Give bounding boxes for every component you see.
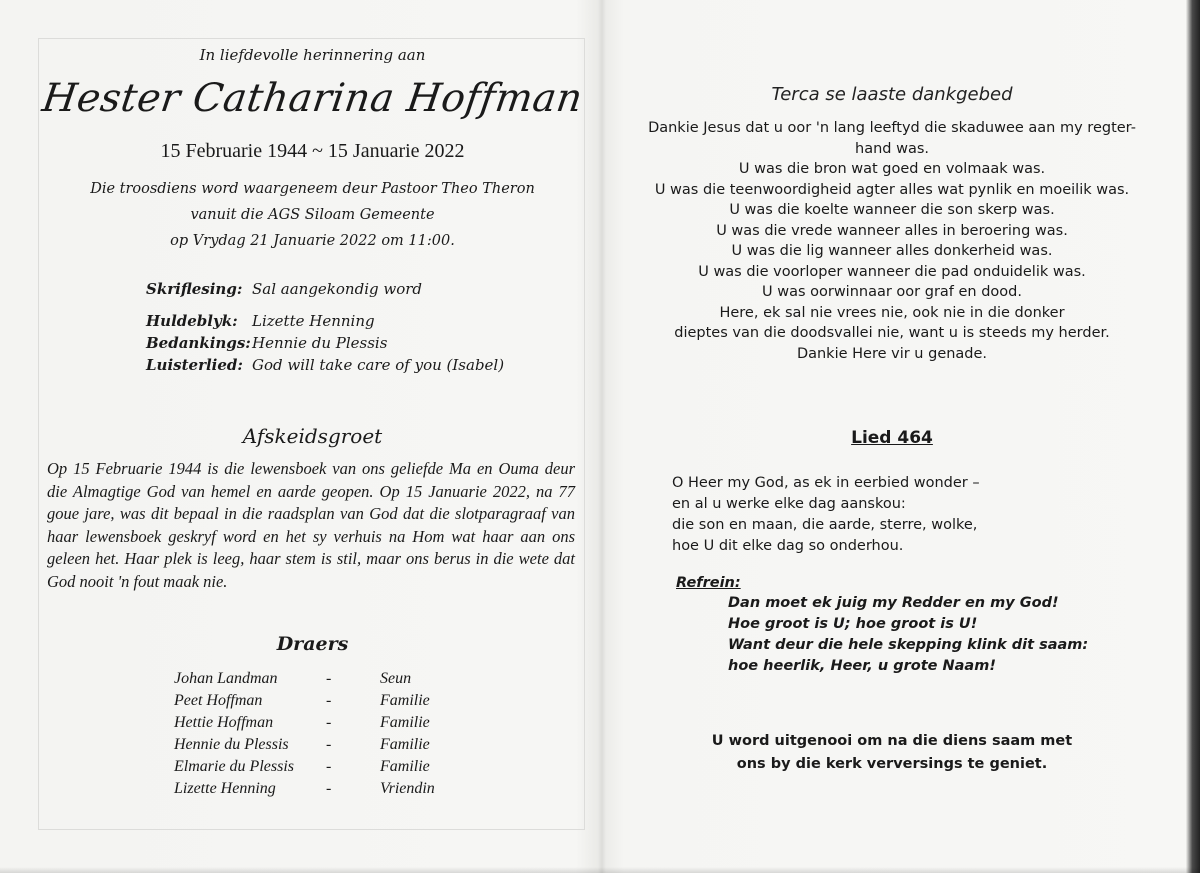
refrain-label: Refrein: — [676, 575, 741, 591]
prayer-line: U was oorwinnaar oor graf en dood. — [761, 284, 1022, 300]
role-label: Bedankings: — [146, 334, 251, 352]
pallbearer-relation: Vriendin — [380, 780, 435, 797]
role-value: Sal aangekondig word — [252, 280, 423, 298]
pallbearer-dash: - — [326, 670, 332, 687]
pallbearer-relation: Familie — [380, 736, 430, 753]
role-label: Skriflesing: — [146, 280, 243, 298]
role-label: Luisterlied: — [146, 356, 243, 374]
role-value: God will take care of you (Isabel) — [252, 356, 505, 374]
scan-edge — [1186, 0, 1200, 873]
farewell-heading: Afskeidsgroet — [242, 424, 383, 448]
pallbearers-heading: Draers — [276, 633, 349, 655]
pallbearer-relation: Seun — [380, 670, 412, 687]
verse-line: hoe U dit elke dag so onderhou. — [672, 538, 904, 554]
verse-line: en al u werke elke dag aanskou: — [672, 496, 906, 512]
role-label: Huldeblyk: — [146, 312, 238, 330]
service-line: op Vrydag 21 Januarie 2022 om 11:00. — [170, 233, 455, 249]
prayer-line: Here, ek sal nie vrees nie, ook nie in die donker — [719, 304, 1065, 321]
pallbearer-relation: Familie — [380, 714, 430, 731]
hymn-heading — [612, 428, 1172, 448]
pallbearer-dash: - — [326, 736, 332, 753]
role-value: Hennie du Plessis — [252, 334, 388, 352]
prayer-line: U was die vrede wanneer alles in beroering was. — [716, 222, 1068, 239]
pallbearer-name: Hennie du Plessis — [174, 736, 289, 753]
pallbearer-dash: - — [326, 758, 332, 775]
refrain-line: Want deur die hele skepping klink dit saam: — [728, 637, 1089, 653]
pallbearer-relation: Familie — [380, 692, 430, 709]
life-dates: 15 Februarie 1944 ~ 15 Januarie 2022 — [160, 140, 465, 162]
center-fold — [598, 0, 606, 873]
prayer-line: U was die koelte wanneer die son skerp was. — [729, 202, 1055, 218]
prayer-line: dieptes van die doodsvallei nie, want u is steeds my herder. — [674, 325, 1110, 341]
pallbearer-row — [174, 692, 474, 714]
invite-line: U word uitgenooi om na die diens saam met — [711, 733, 1073, 749]
pallbearer-name: Johan Landman — [174, 670, 278, 687]
pallbearer-name: Hettie Hoffman — [174, 714, 274, 731]
refreshments-invitation — [612, 730, 1172, 776]
farewell-paragraph: Op 15 Februarie 1944 is die lewensboek van ons geliefde Ma en Ouma deur die Almagtige God van hemel en aarde geopen. Op 15 Januarie 2022, na 77 goue jare, was dit bepaal in die raadsplan van God dat die slotparagraaf van haar lewensboek geskryf word en het sy verhuis na Hom wat haar aan ons geleen het. Haar plek is leeg, haar stem is stil, maar ons berus in die wete dat God nooit 'n fout maak nie. — [47, 459, 575, 591]
prayer-line: U was die teenwoordigheid agter alles wat pynlik en moeilik was. — [654, 181, 1130, 198]
invite-line: ons by die kerk verversings te geniet. — [736, 756, 1048, 772]
deceased-name: Hester Catharina Hoffman — [39, 76, 586, 121]
pallbearer-name: Lizette Henning — [174, 780, 276, 797]
pallbearer-dash: - — [326, 692, 332, 709]
pallbearer-row — [174, 736, 474, 758]
pallbearer-name: Peet Hoffman — [174, 692, 263, 709]
hymn-verse — [672, 473, 1142, 557]
pallbearer-dash: - — [326, 714, 332, 731]
role-value: Lizette Henning — [252, 312, 375, 330]
pallbearer-row — [174, 780, 474, 802]
prayer-line: Dankie Jesus dat u oor 'n lang leeftyd die skaduwee aan my regter- — [648, 120, 1136, 136]
prayer-line: hand was. — [855, 140, 929, 157]
prayer-text — [612, 118, 1172, 364]
prayer-line: U was die lig wanneer alles donkerheid was. — [731, 243, 1053, 259]
prayer-line: Dankie Here vir u genade. — [796, 345, 988, 362]
hymn-title: Lied 464 — [851, 428, 933, 448]
prayer-heading: Terca se laaste dankgebed — [771, 84, 1013, 105]
refrain-line: Dan moet ek juig my Redder en my God! — [728, 595, 1059, 611]
pallbearer-relation: Familie — [380, 758, 430, 775]
refrain-line: hoe heerlik, Heer, u grote Naam! — [728, 658, 996, 674]
scan-bottom-edge — [0, 867, 1200, 873]
pallbearer-row — [174, 714, 474, 736]
pallbearer-row — [174, 758, 474, 780]
pallbearer-row — [174, 670, 474, 692]
prayer-line: U was die bron wat goed en volmaak was. — [738, 161, 1046, 177]
prayer-line: U was die voorloper wanneer die pad onduidelik was. — [698, 263, 1086, 280]
service-line: Die troosdiens word waargeneem deur Pastoor Theo Theron — [90, 181, 535, 197]
service-details — [40, 176, 585, 254]
memorial-intro: In liefdevolle herinnering aan — [199, 46, 426, 64]
service-line: vanuit die AGS Siloam Gemeente — [190, 207, 435, 223]
hymn-refrain — [728, 593, 1148, 677]
verse-line: O Heer my God, as ek in eerbied wonder – — [672, 475, 980, 491]
verse-line: die son en maan, die aarde, sterre, wolke, — [672, 517, 978, 533]
pallbearer-dash: - — [326, 780, 332, 797]
pallbearer-name: Elmarie du Plessis — [174, 758, 294, 775]
refrain-line: Hoe groot is U; hoe groot is U! — [728, 616, 978, 632]
